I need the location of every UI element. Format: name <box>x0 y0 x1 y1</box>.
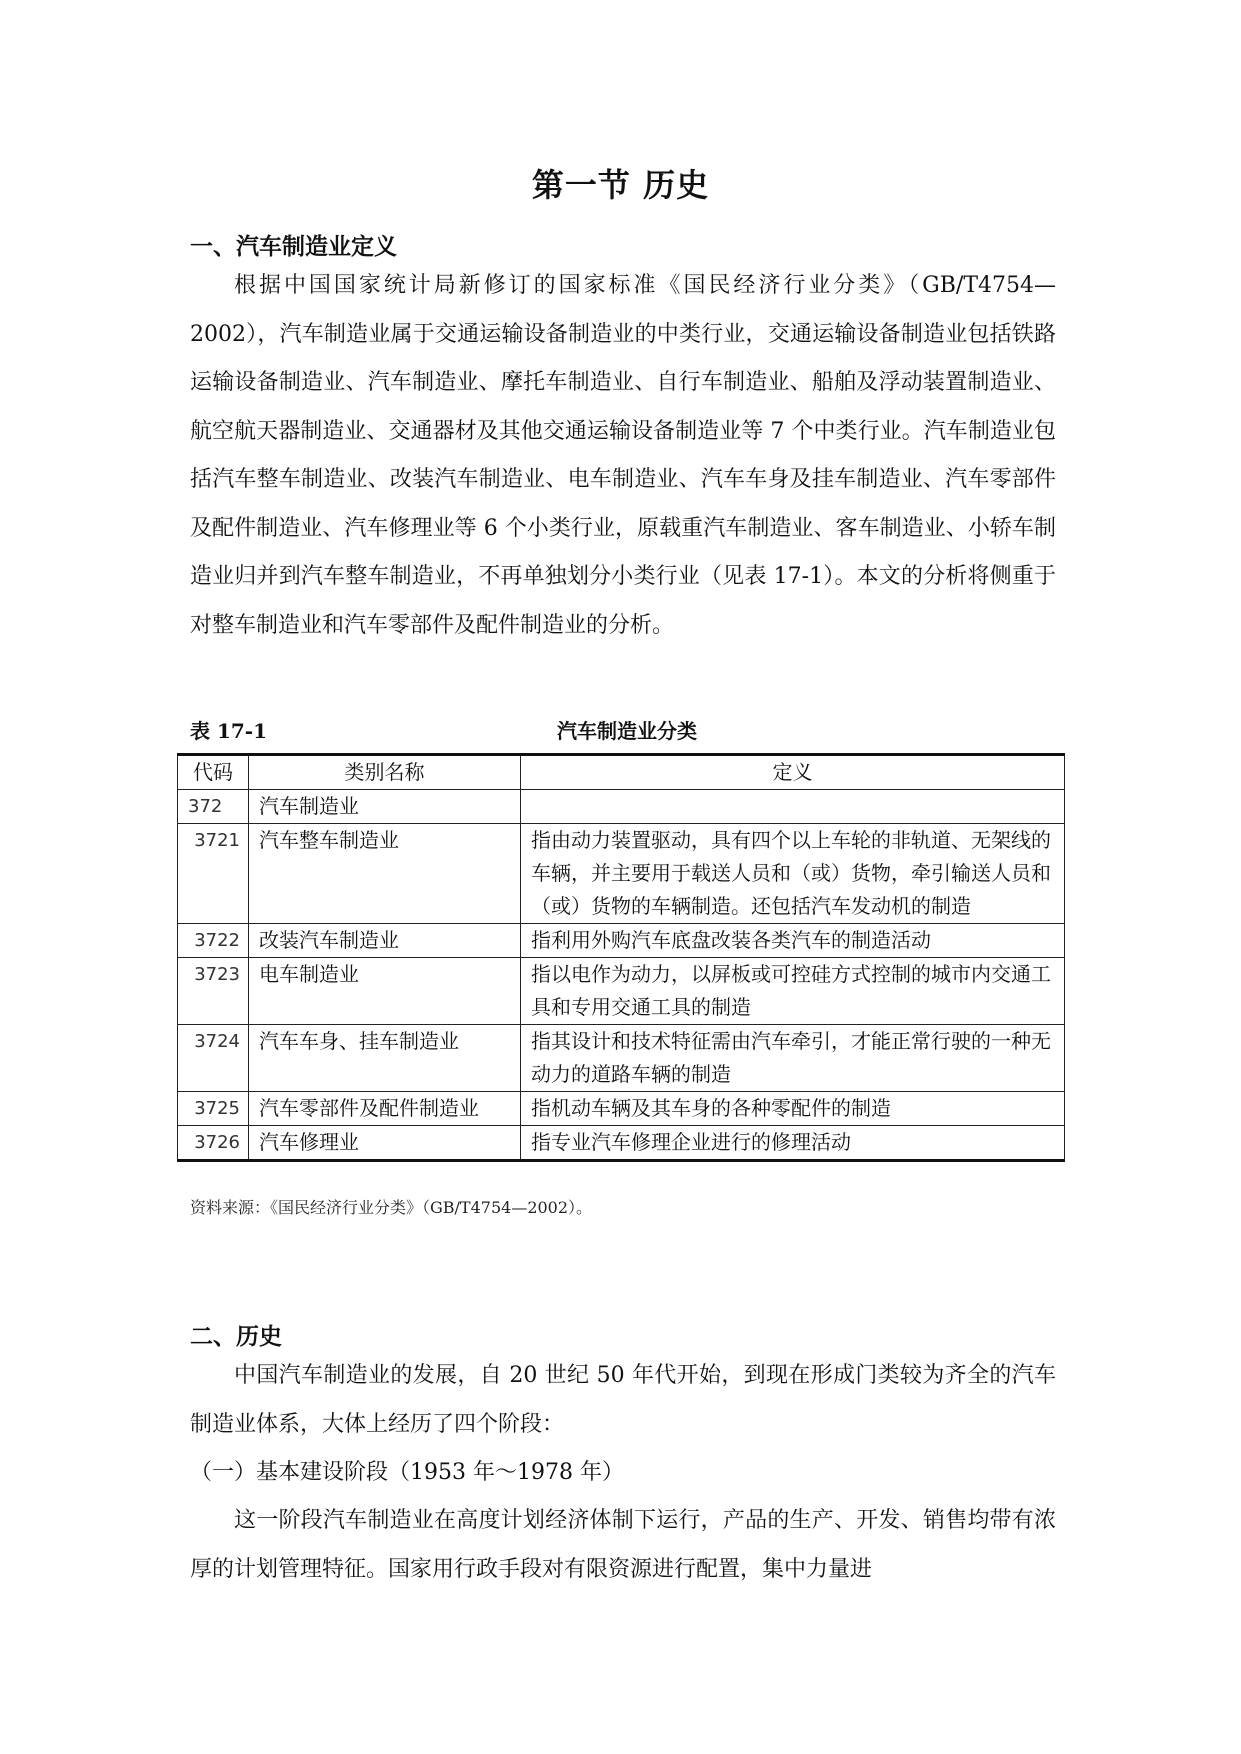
table-row <box>178 1126 1065 1161</box>
row-definition: 指利用外购汽车底盘改装各类汽车的制造活动 <box>521 924 1065 958</box>
history-intro-paragraph: 中国汽车制造业的发展，自 20 世纪 50 年代开始，到现在形成门类较为齐全的汽车制造业体系，大体上经历了四个阶段： <box>190 1363 1056 1437</box>
row-definition: 指由动力装置驱动，具有四个以上车轮的非轨道、无架线的车辆，并主要用于载送人员和（或）货物，牵引输送人员和（或）货物的车辆制造。还包括汽车发动机的制造 <box>521 824 1065 924</box>
table-header-row <box>178 755 1065 790</box>
table-row <box>178 924 1065 958</box>
row-code: 372 <box>178 790 249 824</box>
row-name: 汽车车身、挂车制造业 <box>249 1025 521 1092</box>
row-name: 汽车修理业 <box>249 1126 521 1161</box>
header-definition: 定义 <box>521 755 1065 790</box>
row-definition: 指专业汽车修理企业进行的修理活动 <box>521 1126 1065 1161</box>
row-code: 3724 <box>178 1025 249 1092</box>
page-title: 第一节 历史 <box>531 166 710 204</box>
table-row <box>178 1025 1065 1092</box>
table-row <box>178 958 1065 1025</box>
table-row <box>178 1092 1065 1126</box>
row-code: 3721 <box>178 824 249 924</box>
row-name: 汽车零部件及配件制造业 <box>249 1092 521 1126</box>
stage-one-subheading: （一）基本建设阶段（1953 年～1978 年） <box>190 1460 624 1485</box>
table-title: 汽车制造业分类 <box>557 719 697 743</box>
row-name: 电车制造业 <box>249 958 521 1025</box>
table-row <box>178 790 1065 824</box>
classification-table <box>177 753 1065 1162</box>
section-heading-definition: 一、汽车制造业定义 <box>190 233 397 260</box>
header-name: 类别名称 <box>249 755 521 790</box>
table-caption <box>190 715 1056 745</box>
stage-one-paragraph: 这一阶段汽车制造业在高度计划经济体制下运行，产品的生产、开发、销售均带有浓厚的计划管理特征。国家用行政手段对有限资源进行配置，集中力量进 <box>190 1508 1056 1582</box>
table-row <box>178 824 1065 924</box>
row-code: 3723 <box>178 958 249 1025</box>
row-definition <box>521 790 1065 824</box>
table-source-note: 资料来源：《国民经济行业分类》（GB/T4754—2002）。 <box>190 1198 593 1217</box>
row-code: 3725 <box>178 1092 249 1126</box>
row-definition: 指机动车辆及其车身的各种零配件的制造 <box>521 1092 1065 1126</box>
row-definition: 指以电作为动力，以屏板或可控硅方式控制的城市内交通工具和专用交通工具的制造 <box>521 958 1065 1025</box>
row-name: 汽车制造业 <box>249 790 521 824</box>
row-code: 3722 <box>178 924 249 958</box>
definition-paragraph: 根据中国国家统计局新修订的国家标准《国民经济行业分类》（GB/T4754—2002），汽车制造业属于交通运输设备制造业的中类行业，交通运输设备制造业包括铁路运输设备制造业、汽车制造业、摩托车制造业、自行车制造业、船舶及浮动装置制造业、航空航天器制造业、交通器材及其他交通运输设备制造业等 7 个中类行业。汽车制造业包括汽车整车制造业、改装汽车制造业、电车制造业、汽车车身及挂车制造业、汽车零部件及配件制造业、汽车修理业等 6 个小类行业，原载重汽车制造业、客车制造业、小轿车制造业归并到汽车整车制造业，不再单独划分小类行业（见表 17-1）。本文的分析将侧重于对整车制造业和汽车零部件及配件制造业的分析。 <box>190 273 1056 638</box>
row-code: 3726 <box>178 1126 249 1161</box>
row-name: 改装汽车制造业 <box>249 924 521 958</box>
table-number: 表 17-1 <box>190 719 268 743</box>
row-name: 汽车整车制造业 <box>249 824 521 924</box>
header-code: 代码 <box>178 755 249 790</box>
section-heading-history: 二、历史 <box>190 1323 282 1350</box>
row-definition: 指其设计和技术特征需由汽车牵引，才能正常行驶的一种无动力的道路车辆的制造 <box>521 1025 1065 1092</box>
